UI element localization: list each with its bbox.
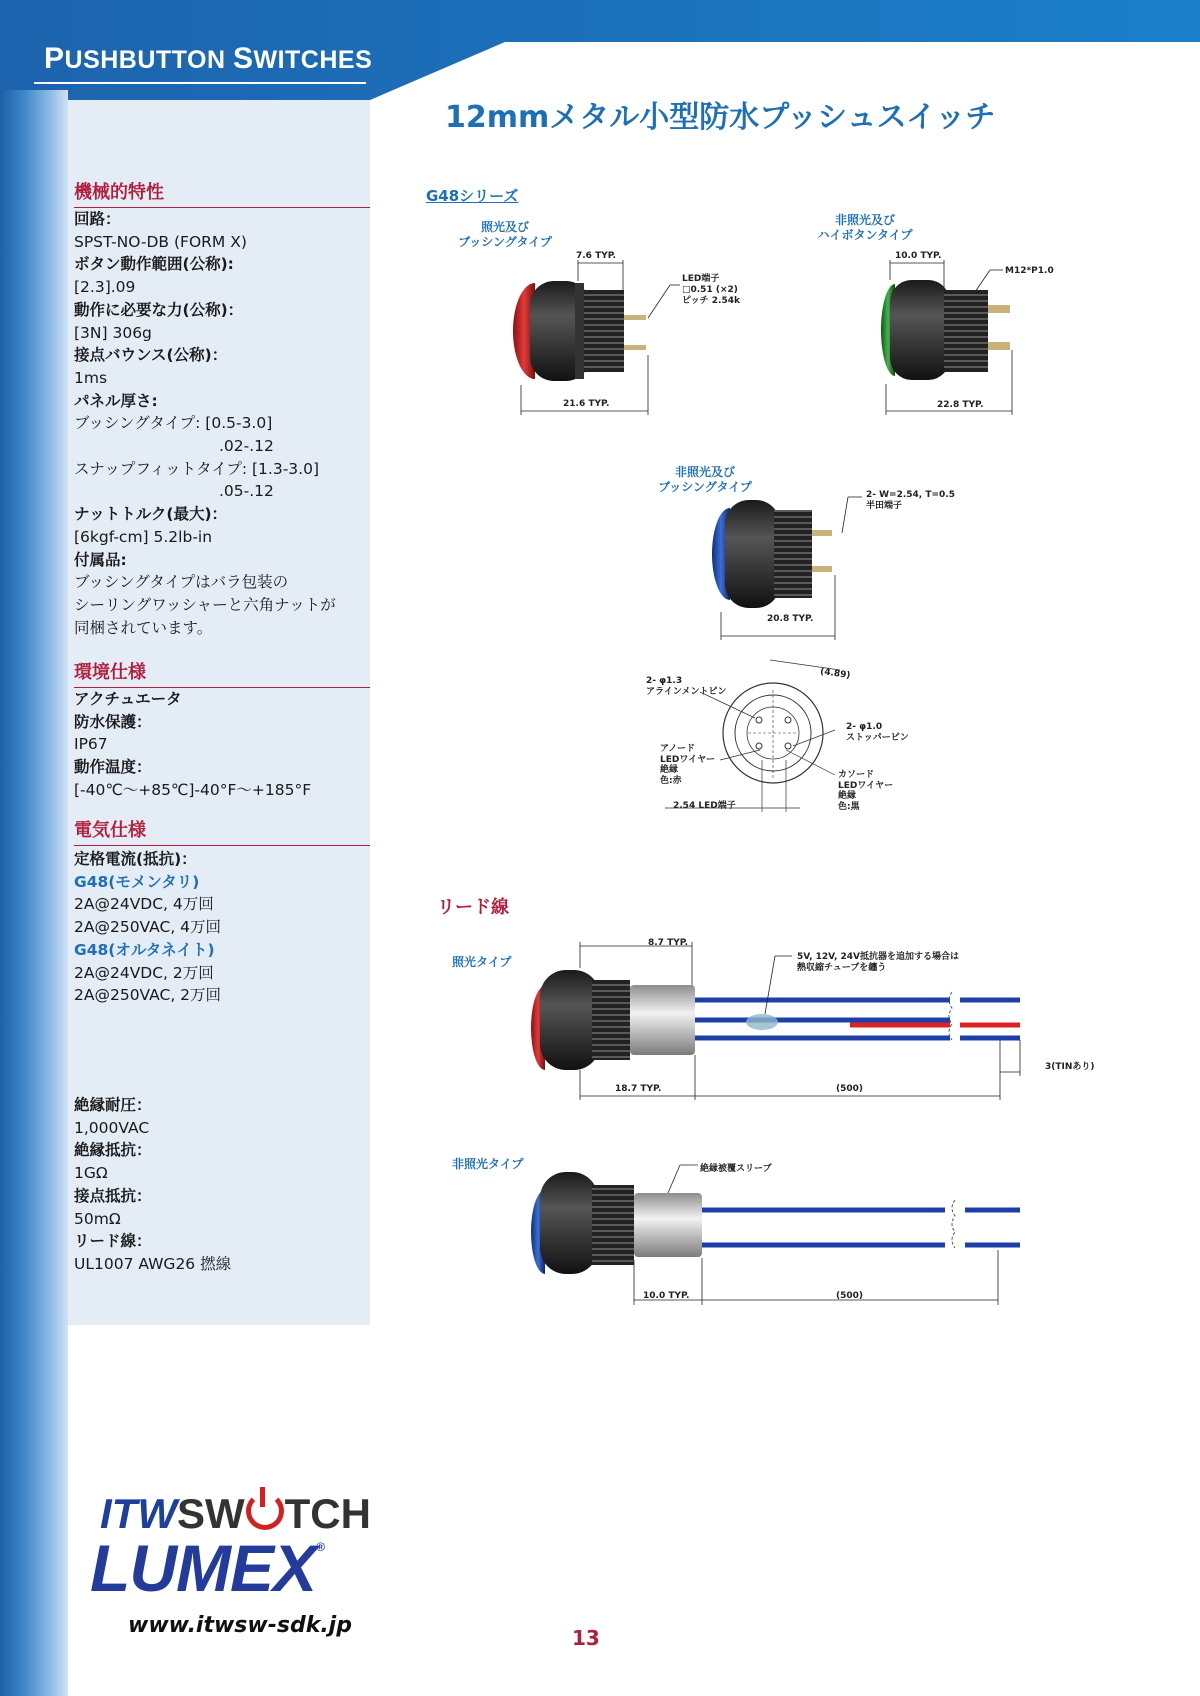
d1-dim-bottom: 21.6 TYP. [563, 399, 610, 409]
series-label: G48シリーズ [426, 187, 519, 205]
spec-line: アクチュエータ [74, 690, 182, 708]
spec-line: 動作に必要な力(公称)： [74, 300, 244, 319]
spec-line: 動作温度： [74, 758, 152, 777]
lead2-dim-b: (500) [836, 1291, 864, 1301]
d2-dim-bottom: 22.8 TYP. [937, 400, 984, 410]
section-heading-electrical: 電気仕様 [74, 816, 370, 846]
bottom-view-drawing [665, 660, 840, 812]
lead1-note: 5V, 12V, 24V抵抗器を追加する場合は 熱収縮チューブを纏う [797, 952, 959, 973]
lead-wire-drawing-illuminated [531, 942, 1020, 1100]
spec-line: 2A@250VAC, 4万回 [74, 918, 222, 937]
spec-line: 絶縁抵抗： [74, 1141, 152, 1160]
spec-line: ボタン動作範囲(公称): [74, 255, 234, 274]
d4-anode-note: アノード LEDワイヤー 絶縁 色:赤 [660, 744, 716, 786]
spec-line: パネル厚さ: [74, 391, 158, 410]
spec-line: UL1007 AWG26 撚線 [74, 1254, 232, 1273]
spec-line: 絶縁耐圧： [74, 1096, 152, 1114]
website-url[interactable]: www.itwsw-sdk.jp [128, 1613, 352, 1638]
lead1-dim-a: 18.7 TYP. [615, 1084, 662, 1094]
lead-heading: リード線 [437, 897, 509, 918]
spec-line: 定格電流(抵抗)： [74, 850, 197, 868]
d1-dim-top: 7.6 TYP. [576, 251, 617, 261]
spec-line: [3N] 306g [74, 323, 152, 342]
spec-line: 同梱されています。 [74, 618, 213, 637]
page-title: 12mmメタル小型防水プッシュスイッチ [445, 100, 996, 135]
d4-dim: (4.89) [819, 666, 851, 682]
spec-line: ナットトルク(最大)： [74, 505, 228, 524]
d3-label: 非照光及び ブッシングタイプ [658, 465, 752, 494]
d2-dim-top: 10.0 TYP. [895, 251, 942, 261]
company-logo: ITWSW TCH LUMEX® [90, 1490, 410, 1600]
spec-line: スナップフィットタイプ: [1.3-3.0] [74, 459, 320, 478]
lead2-label: 非照光タイプ [452, 1157, 524, 1171]
spec-line: .05-.12 [219, 482, 274, 501]
spec-line: 1ms [74, 368, 108, 387]
d4-cathode-note: カソード LEDワイヤー 絶縁 色:黒 [838, 770, 894, 812]
lead1-dim-b: (500) [836, 1084, 864, 1094]
spec-line: 50mΩ [74, 1209, 121, 1228]
d3-dim-bottom: 20.8 TYP. [767, 614, 814, 624]
spec-line: 接点抵抗： [74, 1186, 152, 1205]
d2-label: 非照光及び ハイボタンタイプ [817, 213, 913, 242]
section-heading-environmental: 環境仕様 [74, 658, 370, 688]
spec-line: 1,000VAC [74, 1118, 150, 1137]
page-number: 13 [572, 1626, 600, 1650]
d1-label: 照光及び ブッシングタイプ [458, 220, 552, 249]
spec-line: ブッシングタイプはバラ包装の [74, 573, 289, 592]
spec-line: [2.3].09 [74, 278, 136, 297]
spec-line: 2A@24VDC, 2万回 [74, 963, 214, 982]
d4-align-note: 2- φ1.3 アラインメントピン [646, 676, 727, 697]
header-title: PUSHBUTTON SWITCHES [44, 42, 373, 75]
spec-line: 回路： [74, 210, 121, 228]
spec-line: リード線： [74, 1232, 152, 1251]
lead1-label: 照光タイプ [452, 955, 512, 969]
spec-line: G48(オルタネイト) [74, 940, 215, 959]
spec-line: 接点バウンス(公称)： [74, 346, 228, 365]
d4-stopper-note: 2- φ1.0 ストッパーピン [846, 722, 909, 743]
spec-line: 1GΩ [74, 1164, 108, 1183]
lead1-dim-c: 3(TINあり) [1045, 1062, 1095, 1072]
switch-drawing-illuminated [513, 260, 680, 415]
lead2-note: 絶縁被覆スリーブ [700, 1164, 772, 1174]
d4-pitch: 2.54 LED端子 [673, 801, 736, 811]
power-icon [246, 1492, 284, 1530]
d2-note: M12*P1.0 [1005, 266, 1054, 276]
switch-drawing-high-button [881, 260, 1012, 415]
switch-drawing-non-illuminated [712, 497, 862, 640]
spec-line: シーリングワッシャーと六角ナットが [74, 595, 336, 614]
spec-line: [-40℃～+85℃]-40°F～+185°F [74, 780, 312, 799]
spec-line: 付属品: [74, 550, 127, 569]
d3-note: 2- W=2.54, T=0.5 半田端子 [866, 490, 955, 511]
section-heading-mechanical: 機械的特性 [74, 178, 370, 208]
spec-line: 2A@24VDC, 4万回 [74, 895, 214, 914]
spec-line: 2A@250VAC, 2万回 [74, 986, 222, 1005]
spec-line: [6kgf-cm] 5.2lb-in [74, 527, 213, 546]
spec-line: .02-.12 [219, 437, 274, 456]
spec-line: G48(モメンタリ) [74, 872, 200, 891]
spec-line: ブッシングタイプ: [0.5-3.0] [74, 414, 273, 433]
spec-line: 防水保護： [74, 712, 152, 731]
lead-wire-drawing-non-illuminated [531, 1165, 1020, 1305]
d1-note: LED端子 □0.51 (×2) ピッチ 2.54k [682, 274, 740, 306]
spec-line: SPST-NO-DB (FORM X) [74, 232, 247, 251]
lead2-dim-a: 10.0 TYP. [643, 1291, 690, 1301]
spec-line: IP67 [74, 735, 108, 754]
lead1-dim-top: 8.7 TYP. [648, 938, 689, 948]
